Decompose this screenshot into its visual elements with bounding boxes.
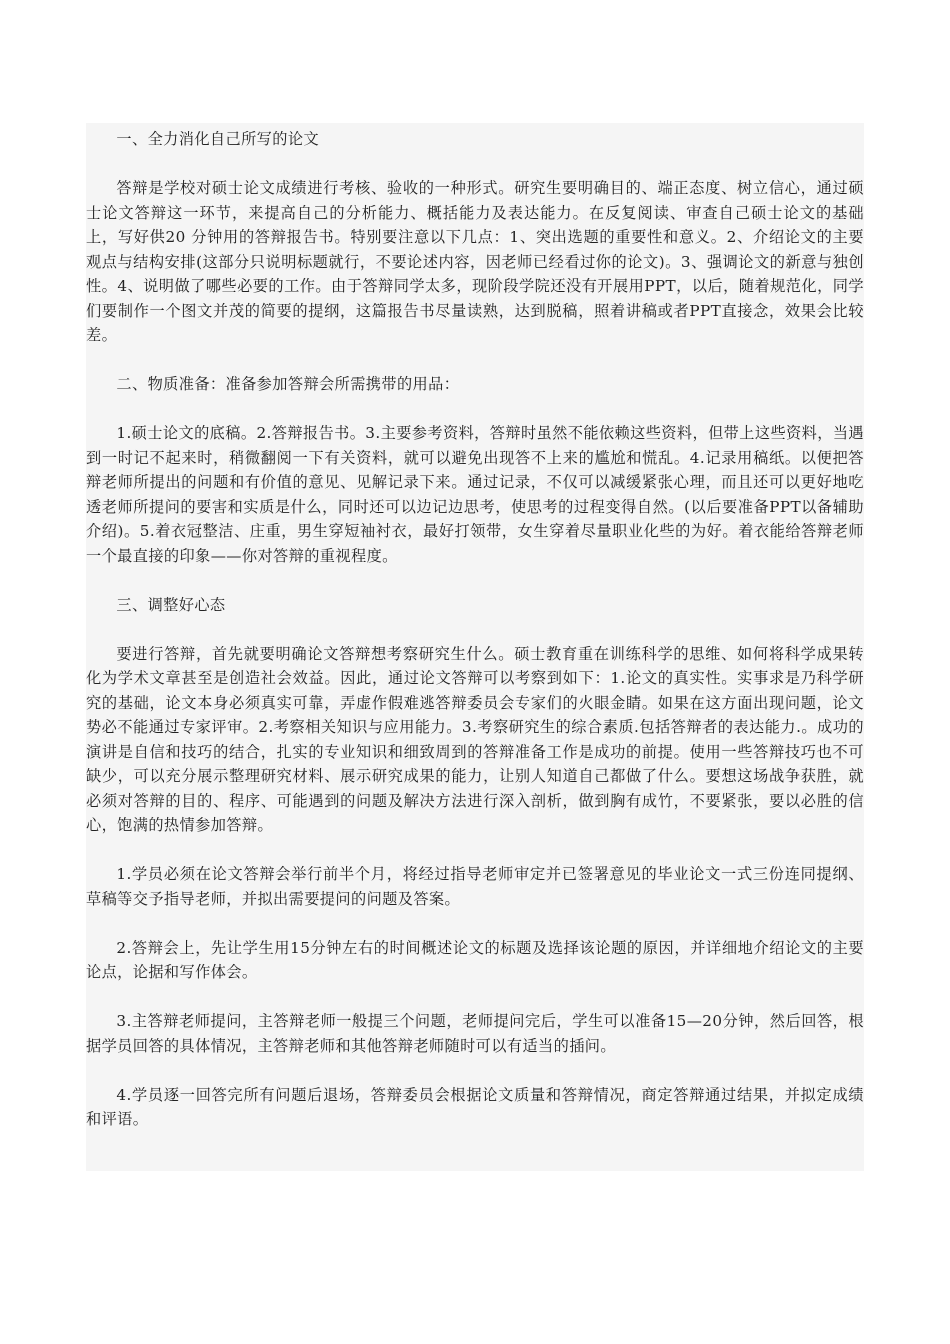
spacer	[86, 568, 864, 593]
spacer	[86, 838, 864, 863]
spacer	[86, 985, 864, 1010]
procedure-step-4: 4.学员逐一回答完所有问题后退场，答辩委员会根据论文质量和答辩情况，商定答辩通过结果，并拟定成绩和评语。	[86, 1085, 864, 1128]
procedure-step-2: 2.答辩会上，先让学生用15分钟左右的时间概述论文的标题及选择该论题的原因，并详细地介绍论文的主要论点，论据和写作体会。	[86, 938, 864, 981]
spacer	[86, 397, 864, 422]
spacer	[86, 152, 864, 177]
paragraph-1: 答辩是学校对硕士论文成绩进行考核、验收的一种形式。研究生要明确目的、端正态度、树立信心，通过硕士论文答辩这一环节，来提高自己的分析能力、概括能力及表达能力。在反复阅读、审查自己硕士论文的基础上，写好供20 分钟用的答辩报告书。特别要注意以下几点：1、突出选题的重要性和意义。2、介绍论文的主要观点与结构安排(这部分只说明标题就行，不要论述内容，因老师已经看过你的论文)。3、强调论文的新意与独创性。4、说明做了哪些必要的工作。由于答辩同学太多，现阶段学院还没有开展用PPT，以后，随着规范化，同学们要制作一个图文并茂的简要的提纲，这篇报告书尽量读熟，达到脱稿，照着讲稿或者PPT直接念，效果会比较差。	[86, 179, 864, 344]
spacer	[86, 348, 864, 373]
section-heading-2: 二、物质准备：准备参加答辩会所需携带的用品：	[116, 375, 460, 393]
procedure-step-3: 3.主答辩老师提问，主答辩老师一般提三个问题，老师提问完后，学生可以准备15—20分钟，然后回答，根据学员回答的具体情况，主答辩老师和其他答辩老师随时可以有适当的插问。	[86, 1012, 864, 1055]
procedure-step-1: 1.学员必须在论文答辩会举行前半个月，将经过指导老师审定并已签署意见的毕业论文一式三份连同提纲、草稿等交予指导老师，并拟出需要提问的问题及答案。	[86, 865, 864, 908]
section-heading-1: 一、全力消化自己所写的论文	[116, 130, 320, 148]
spacer	[86, 1058, 864, 1083]
document-body	[86, 123, 864, 1171]
spacer	[86, 617, 864, 642]
paragraph-3: 要进行答辩，首先就要明确论文答辩想考察研究生什么。硕士教育重在训练科学的思维、如何将科学成果转化为学术文章甚至是创造社会效益。因此，通过论文答辩可以考察到如下：1.论文的真实性。实事求是乃科学研究的基础，论文本身必须真实可靠，弄虚作假难逃答辩委员会专家们的火眼金睛。如果在这方面出现问题，论文势必不能通过专家评审。2.考察相关知识与应用能力。3.考察研究生的综合素质.包括答辩者的表达能力.。成功的演讲是自信和技巧的结合，扎实的专业知识和细致周到的答辩准备工作是成功的前提。使用一些答辩技巧也不可缺少，可以充分展示整理研究材料、展示研究成果的能力，让别人知道自己都做了什么。要想这场战争获胜，就必须对答辩的目的、程序、可能遇到的问题及解决方法进行深入剖析，做到胸有成竹，不要紧张，要以必胜的信心，饱满的热情参加答辩。	[86, 644, 864, 834]
paragraph-2: 1.硕士论文的底稿。2.答辩报告书。3.主要参考资料，答辩时虽然不能依赖这些资料，但带上这些资料，当遇到一时记不起来时，稍微翻阅一下有关资料，就可以避免出现答不上来的尴尬和慌乱。4.记录用稿纸。以便把答辩老师所提出的问题和有价值的意见、见解记录下来。通过记录，不仅可以减缓紧张心理，而且还可以更好地吃透老师所提问的要害和实质是什么，同时还可以边记边思考，使思考的过程变得自然。(以后要准备PPT以备辅助介绍)。5.着衣冠整洁、庄重，男生穿短袖衬衣，最好打领带，女生穿着尽量职业化些的为好。着衣能给答辩老师一个最直接的印象——你对答辩的重视程度。	[86, 424, 864, 565]
section-heading-3: 三、调整好心态	[116, 595, 226, 614]
spacer	[86, 911, 864, 936]
